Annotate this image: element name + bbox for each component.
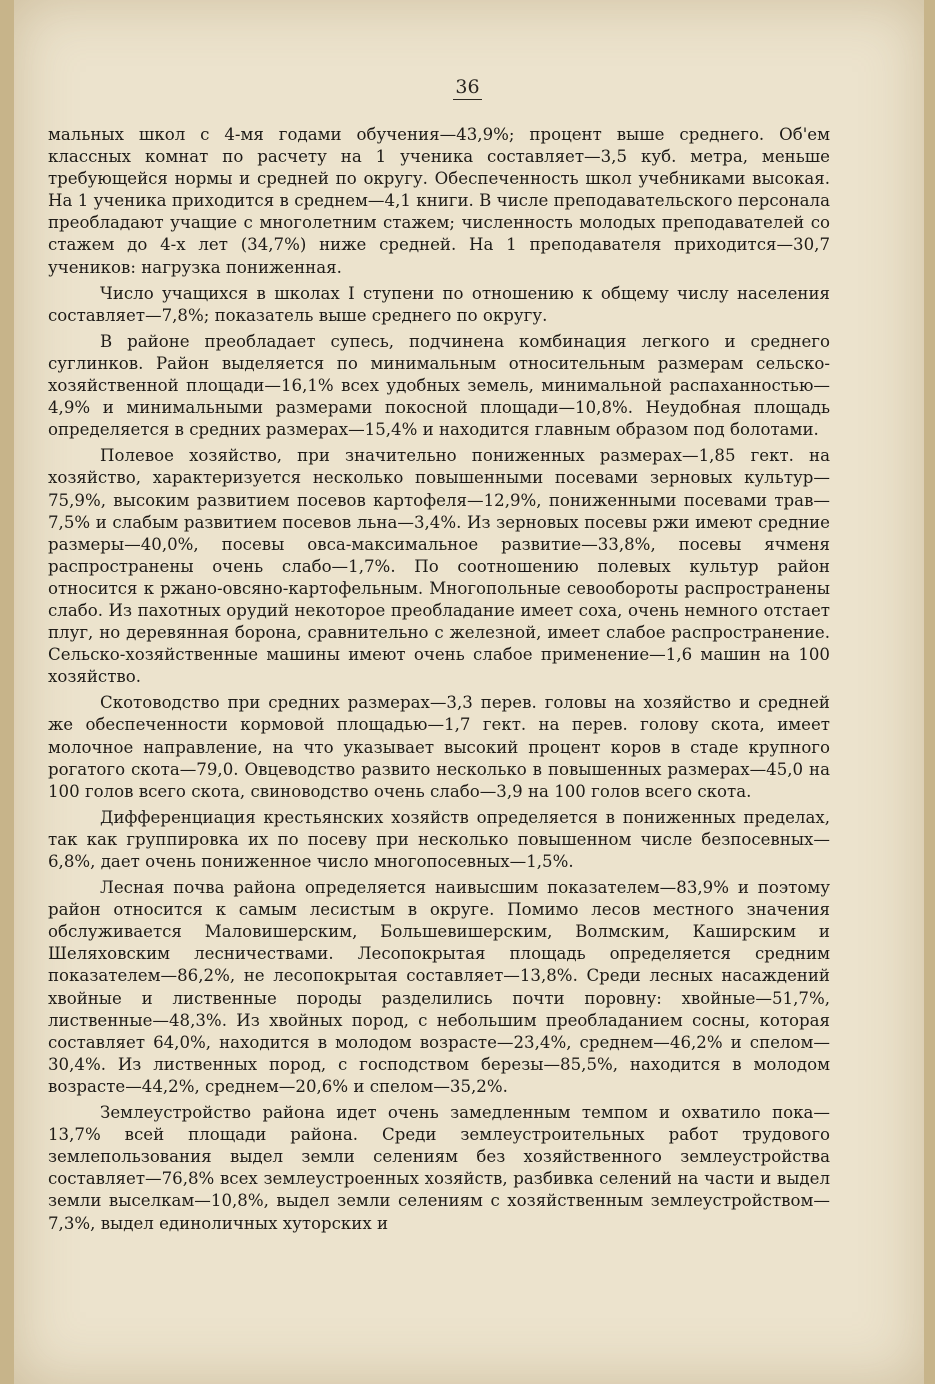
paragraph-differentiation: Дифференциация крестьянских хозяйств определяется в пониженных пределах, так как группировка их по посеву при несколько повышенном числе безпосевных—6,8%, дает очень пониженное число многопосевных—1,5%. xyxy=(48,807,830,871)
paragraph-pupils: Число учащихся в школах I ступени по отношению к общему числу населения составляет—7,8%; показатель выше среднего по округу. xyxy=(48,283,830,325)
paragraph-livestock: Скотоводство при средних размерах—3,3 перев. головы на хозяйство и средней же обеспеченности кормовой площадью—1,7 гект. на перев. голову скота, имеет молочное направление, на что указывает высокий процент коров в стаде крупного рогатого скота—79,0. Овцеводство развито несколько в повышенных размерах—45,0 на 100 голов всего скота, свиноводство очень слабо—3,9 на 100 голов всего скота. xyxy=(48,693,830,801)
paragraph-schools: мальных школ с 4-мя годами обучения—43,9%; процент выше среднего. Об'ем классных комнат по расчету на 1 ученика составляет—3,5 куб. метра, меньше требующейся нормы и средней по округу. Обеспеченность школ учебниками высокая. На 1 ученика приходится в среднем—4,1 книги. В числе преподавательского персонала преобладают учащие с многолетним стажем; численность молодых преподавателей со стажем до 4-х лет (34,7%) ниже средней. На 1 преподавателя приходится—30,7 учеников: нагрузка пониженная. xyxy=(48,125,830,277)
paragraph-field-farming: Полевое хозяйство, при значительно пониженных размерах—1,85 гект. на хозяйство, характеризуется несколько повышенными посевами зерновых культур—75,9%, высоким развитием посевов картофеля—12,9%, пониженными посевами трав—7,5% и слабым развитием посевов льна—3,4%. Из зерновых посевы ржи имеют средние размеры—40,0%, посевы овса-максимальное развитие—33,8%, посевы ячменя распространены очень слабо—1,7%. По соотношению полевых культур район относится к ржано-овсяно-картофельным. Многопольные севообороты распространены слабо. Из пахотных орудий некоторое преобладание имеет соха, очень немного отстает плуг, но деревянная борона, сравнительно с железной, имеет слабое распространение. Сельско-хозяйственные машины имеют очень слабое применение—1,6 машин на 100 хозяйство. xyxy=(48,446,830,687)
page-number xyxy=(0,76,935,98)
page-number-text: 36 xyxy=(455,76,480,98)
paragraph-forest: Лесная почва района определяется наивысшим показателем—83,9% и поэтому район относится к самым лесистым в округе. Помимо лесов местного значения обслуживается Маловишерским, Большевишерским, Волмским, Каширским и Шеляховским лесничествами. Лесопокрытая площадь определяется средним показателем—86,2%, не лесопокрытая составляет—13,8%. Среди лесных насаждений хвойные и лиственные породы разделились почти поровну: хвойные—51,7%, лиственные—48,3%. Из хвойных пород, с небольшим преобладанием сосны, которая составляет 64,0%, находится в молодом возрасте—23,4%, среднем—46,2% и спелом—30,4%. Из лиственных пород, с господством березы—85,5%, находится в молодом возрасте—44,2%, среднем—20,6% и спелом—35,2%. xyxy=(48,878,830,1096)
paragraph-soil: В районе преобладает супесь, подчинена комбинация легкого и среднего суглинков. Район выделяется по минимальным относительным размерам сельско-хозяйственной площади—16,1% всех удобных земель, минимальной распаханностью—4,9% и минимальными размерами покосной площади—10,8%. Неудобная площадь определяется в средних размерах—15,4% и находится главным образом под болотами. xyxy=(48,331,830,440)
body-text xyxy=(48,124,830,1239)
paragraph-land-management: Землеустройство района идет очень замедленным темпом и охватило пока—13,7% всей площади района. Среди землеустроительных работ трудового землепользования выдел земли селениям без хозяйственного землеустройства составляет—76,8% всех землеустроенных хозяйств, разбивка селений на части и выдел земли выселкам—10,8%, выдел земли селениям с хозяйственным землеустройством—7,3%, выдел единоличных хуторских и xyxy=(48,1103,830,1233)
